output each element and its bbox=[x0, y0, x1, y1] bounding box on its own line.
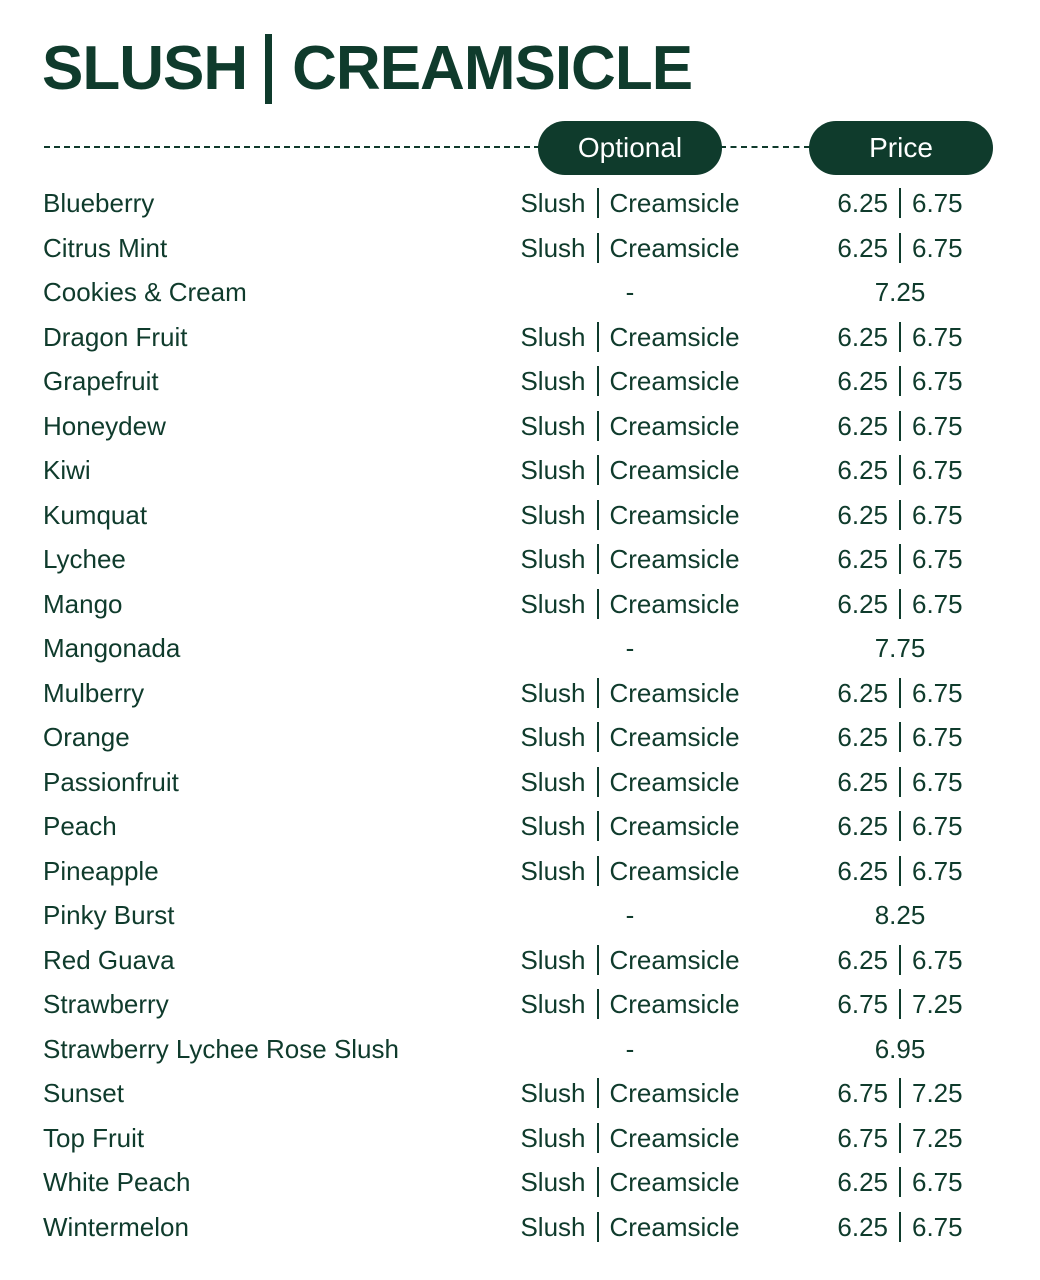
item-price bbox=[800, 849, 1000, 894]
menu-row bbox=[0, 582, 1040, 627]
item-option bbox=[480, 715, 780, 760]
item-price bbox=[800, 448, 1000, 493]
item-name: Strawberry bbox=[43, 989, 169, 1019]
price-separator bbox=[899, 233, 901, 263]
price-separator bbox=[899, 1078, 901, 1108]
price-value: 6.25 bbox=[837, 499, 888, 530]
price-value: 6.75 bbox=[912, 544, 963, 574]
menu-row bbox=[0, 226, 1040, 271]
price-separator bbox=[899, 945, 901, 975]
item-name: Honeydew bbox=[43, 410, 166, 441]
price-value: 6.75 bbox=[912, 455, 963, 485]
price-value: 6.75 bbox=[912, 188, 963, 218]
item-option bbox=[480, 537, 780, 582]
price-value: 6.25 bbox=[837, 321, 888, 352]
option-label: - bbox=[625, 277, 635, 307]
price-value: 7.25 bbox=[912, 1078, 963, 1108]
option-label: Creamsicle bbox=[609, 722, 740, 752]
item-price bbox=[800, 671, 1000, 716]
item-name: Grapefruit bbox=[43, 366, 159, 396]
price-value: 7.25 bbox=[912, 989, 963, 1019]
item-name: Mango bbox=[43, 588, 123, 619]
option-label: Slush bbox=[520, 811, 586, 841]
price-separator bbox=[899, 856, 901, 886]
price-separator bbox=[899, 544, 901, 574]
header-dashed-rule-middle bbox=[720, 146, 810, 148]
option-label: Slush bbox=[520, 455, 586, 485]
price-separator bbox=[899, 989, 901, 1019]
item-price bbox=[800, 181, 1000, 226]
title-divider bbox=[265, 34, 272, 104]
item-price bbox=[800, 760, 1000, 805]
menu-row bbox=[0, 270, 1040, 315]
option-separator bbox=[597, 1212, 599, 1242]
price-value: 6.75 bbox=[912, 366, 963, 396]
item-option bbox=[480, 315, 780, 360]
option-label: Creamsicle bbox=[609, 766, 740, 797]
item-name: Lychee bbox=[43, 544, 126, 574]
item-price bbox=[800, 493, 1000, 538]
option-separator bbox=[597, 1167, 599, 1197]
price-value: 6.25 bbox=[837, 366, 888, 396]
menu-row bbox=[0, 671, 1040, 716]
option-separator bbox=[597, 1078, 599, 1108]
price-value: 6.75 bbox=[912, 321, 963, 352]
price-value: 6.75 bbox=[912, 410, 963, 441]
menu-row bbox=[0, 537, 1040, 582]
price-value: 6.25 bbox=[837, 677, 888, 708]
price-value: 6.75 bbox=[912, 855, 963, 886]
menu-row bbox=[0, 1160, 1040, 1205]
optional-column-header: Optional bbox=[538, 121, 722, 175]
item-name: Kumquat bbox=[43, 499, 148, 530]
menu-row bbox=[0, 1071, 1040, 1116]
option-label: - bbox=[625, 633, 635, 663]
item-price bbox=[800, 359, 1000, 404]
menu-row bbox=[0, 893, 1040, 938]
option-label: Creamsicle bbox=[609, 677, 740, 708]
price-separator bbox=[899, 500, 901, 530]
item-name: Kiwi bbox=[43, 455, 91, 485]
price-value: 6.75 bbox=[912, 677, 963, 708]
item-price bbox=[800, 582, 1000, 627]
option-label: Creamsicle bbox=[609, 1122, 740, 1153]
item-price bbox=[800, 1116, 1000, 1161]
option-label: Creamsicle bbox=[609, 455, 740, 485]
option-label: Slush bbox=[520, 321, 586, 352]
option-label: Creamsicle bbox=[609, 944, 740, 975]
item-price bbox=[800, 270, 1000, 315]
item-name: Strawberry Lychee Rose Slush bbox=[43, 1033, 399, 1064]
item-name: Mulberry bbox=[43, 677, 145, 708]
item-option bbox=[480, 671, 780, 716]
item-option bbox=[480, 804, 780, 849]
option-label: Creamsicle bbox=[609, 410, 740, 441]
menu-row bbox=[0, 1116, 1040, 1161]
item-option bbox=[480, 849, 780, 894]
price-value: 6.75 bbox=[912, 944, 963, 975]
option-separator bbox=[597, 989, 599, 1019]
option-separator bbox=[597, 811, 599, 841]
price-value: 6.95 bbox=[874, 1033, 926, 1064]
price-value: 6.75 bbox=[912, 722, 963, 752]
price-separator bbox=[899, 767, 901, 797]
item-option bbox=[480, 938, 780, 983]
item-name: Pinky Burst bbox=[43, 900, 175, 930]
price-value: 6.75 bbox=[837, 1078, 888, 1108]
option-label: Creamsicle bbox=[609, 321, 740, 352]
price-value: 6.75 bbox=[912, 766, 963, 797]
header-dashed-rule-left bbox=[44, 146, 540, 148]
item-price bbox=[800, 893, 1000, 938]
item-option bbox=[480, 1116, 780, 1161]
price-value: 6.25 bbox=[837, 811, 888, 841]
price-value: 6.25 bbox=[837, 766, 888, 797]
option-label: Creamsicle bbox=[609, 1078, 740, 1108]
option-label: Creamsicle bbox=[609, 811, 740, 841]
option-label: Slush bbox=[520, 366, 586, 396]
price-value: 6.75 bbox=[912, 588, 963, 619]
item-option bbox=[480, 359, 780, 404]
item-name: Sunset bbox=[43, 1078, 124, 1108]
item-name: Peach bbox=[43, 811, 117, 841]
item-option bbox=[480, 582, 780, 627]
price-separator bbox=[899, 455, 901, 485]
option-label: Creamsicle bbox=[609, 232, 740, 263]
option-separator bbox=[597, 188, 599, 218]
menu-row bbox=[0, 404, 1040, 449]
item-option bbox=[480, 760, 780, 805]
menu-item-list bbox=[0, 181, 1040, 1249]
menu-row bbox=[0, 493, 1040, 538]
item-option bbox=[480, 404, 780, 449]
price-value: 6.75 bbox=[912, 499, 963, 530]
option-separator bbox=[597, 678, 599, 708]
price-value: 6.25 bbox=[837, 410, 888, 441]
item-name: Mangonada bbox=[43, 633, 181, 663]
option-label: Creamsicle bbox=[609, 544, 740, 574]
price-value: 6.75 bbox=[912, 811, 963, 841]
option-label: Slush bbox=[520, 766, 586, 797]
item-price bbox=[800, 1071, 1000, 1116]
price-value: 6.25 bbox=[837, 855, 888, 886]
item-price bbox=[800, 804, 1000, 849]
item-option bbox=[480, 448, 780, 493]
menu-row bbox=[0, 181, 1040, 226]
price-value: 6.25 bbox=[837, 188, 888, 218]
item-name: Top Fruit bbox=[43, 1122, 145, 1153]
option-label: Slush bbox=[520, 1167, 586, 1197]
option-separator bbox=[597, 589, 599, 619]
price-value: 7.25 bbox=[874, 277, 926, 307]
item-price bbox=[800, 982, 1000, 1027]
option-label: Creamsicle bbox=[609, 188, 740, 218]
menu-row bbox=[0, 982, 1040, 1027]
item-name: Dragon Fruit bbox=[43, 321, 188, 352]
menu-row bbox=[0, 804, 1040, 849]
menu-title-slush: SLUSH bbox=[42, 34, 248, 103]
price-separator bbox=[899, 722, 901, 752]
option-label: Slush bbox=[520, 588, 586, 619]
menu-row bbox=[0, 448, 1040, 493]
option-label: Creamsicle bbox=[609, 1211, 740, 1242]
option-separator bbox=[597, 455, 599, 485]
price-separator bbox=[899, 589, 901, 619]
price-value: 8.25 bbox=[874, 900, 926, 930]
item-option bbox=[480, 893, 780, 938]
item-option bbox=[480, 493, 780, 538]
item-name: White Peach bbox=[43, 1167, 191, 1197]
menu-row bbox=[0, 849, 1040, 894]
price-value: 6.25 bbox=[837, 944, 888, 975]
option-separator bbox=[597, 366, 599, 396]
option-label: Slush bbox=[520, 855, 586, 886]
menu-row bbox=[0, 715, 1040, 760]
option-label: Slush bbox=[520, 989, 586, 1019]
menu-title bbox=[42, 34, 692, 104]
menu-row bbox=[0, 1205, 1040, 1250]
menu-row bbox=[0, 359, 1040, 404]
item-price bbox=[800, 315, 1000, 360]
option-label: Slush bbox=[520, 410, 586, 441]
option-separator bbox=[597, 544, 599, 574]
option-separator bbox=[597, 1123, 599, 1153]
menu-row bbox=[0, 938, 1040, 983]
option-separator bbox=[597, 322, 599, 352]
item-name: Red Guava bbox=[43, 944, 175, 975]
item-option bbox=[480, 982, 780, 1027]
price-value: 6.25 bbox=[837, 232, 888, 263]
option-label: Slush bbox=[520, 677, 586, 708]
price-separator bbox=[899, 1212, 901, 1242]
option-label: Slush bbox=[520, 722, 586, 752]
menu-row bbox=[0, 626, 1040, 671]
item-price bbox=[800, 938, 1000, 983]
option-label: Creamsicle bbox=[609, 499, 740, 530]
option-separator bbox=[597, 233, 599, 263]
item-name: Cookies & Cream bbox=[43, 277, 247, 307]
price-value: 6.25 bbox=[837, 1211, 888, 1242]
price-separator bbox=[899, 1167, 901, 1197]
price-value: 7.75 bbox=[874, 633, 926, 663]
option-label: Slush bbox=[520, 188, 586, 218]
item-name: Blueberry bbox=[43, 188, 155, 218]
menu-title-creamsicle: CREAMSICLE bbox=[292, 34, 693, 103]
price-separator bbox=[899, 678, 901, 708]
price-separator bbox=[899, 366, 901, 396]
price-value: 6.75 bbox=[912, 232, 963, 263]
item-name: Wintermelon bbox=[43, 1211, 189, 1242]
price-separator bbox=[899, 811, 901, 841]
item-option bbox=[480, 1027, 780, 1072]
item-price bbox=[800, 715, 1000, 760]
option-label: Creamsicle bbox=[609, 588, 740, 619]
item-option bbox=[480, 1071, 780, 1116]
item-name: Orange bbox=[43, 722, 130, 752]
item-option bbox=[480, 270, 780, 315]
item-name: Citrus Mint bbox=[43, 232, 168, 263]
price-value: 7.25 bbox=[912, 1122, 963, 1153]
item-price bbox=[800, 626, 1000, 671]
option-label: Slush bbox=[520, 1122, 586, 1153]
item-price bbox=[800, 226, 1000, 271]
price-value: 6.25 bbox=[837, 544, 888, 574]
price-column-header: Price bbox=[809, 121, 993, 175]
option-label: - bbox=[625, 900, 635, 930]
option-separator bbox=[597, 945, 599, 975]
item-price bbox=[800, 1160, 1000, 1205]
price-value: 6.25 bbox=[837, 1167, 888, 1197]
option-label: Slush bbox=[520, 944, 586, 975]
option-separator bbox=[597, 767, 599, 797]
menu-row bbox=[0, 315, 1040, 360]
option-label: Creamsicle bbox=[609, 855, 740, 886]
price-value: 6.75 bbox=[912, 1211, 963, 1242]
price-value: 6.25 bbox=[837, 455, 888, 485]
price-separator bbox=[899, 411, 901, 441]
item-option bbox=[480, 1160, 780, 1205]
item-price bbox=[800, 1027, 1000, 1072]
price-value: 6.75 bbox=[837, 1122, 888, 1153]
option-label: Slush bbox=[520, 1211, 586, 1242]
option-label: Creamsicle bbox=[609, 989, 740, 1019]
menu-row bbox=[0, 760, 1040, 805]
option-separator bbox=[597, 411, 599, 441]
item-name: Passionfruit bbox=[43, 766, 179, 797]
item-price bbox=[800, 404, 1000, 449]
price-separator bbox=[899, 1123, 901, 1153]
option-separator bbox=[597, 500, 599, 530]
item-option bbox=[480, 1205, 780, 1250]
price-value: 6.75 bbox=[837, 989, 888, 1019]
option-label: Slush bbox=[520, 232, 586, 263]
option-label: Slush bbox=[520, 499, 586, 530]
price-separator bbox=[899, 322, 901, 352]
price-value: 6.25 bbox=[837, 722, 888, 752]
price-separator bbox=[899, 188, 901, 218]
item-option bbox=[480, 181, 780, 226]
menu-row bbox=[0, 1027, 1040, 1072]
option-label: - bbox=[625, 1033, 635, 1064]
option-label: Creamsicle bbox=[609, 1167, 740, 1197]
item-option bbox=[480, 626, 780, 671]
price-value: 6.25 bbox=[837, 588, 888, 619]
option-label: Slush bbox=[520, 544, 586, 574]
item-price bbox=[800, 537, 1000, 582]
item-option bbox=[480, 226, 780, 271]
option-label: Slush bbox=[520, 1078, 586, 1108]
option-separator bbox=[597, 722, 599, 752]
price-value: 6.75 bbox=[912, 1167, 963, 1197]
option-separator bbox=[597, 856, 599, 886]
option-label: Creamsicle bbox=[609, 366, 740, 396]
item-name: Pineapple bbox=[43, 855, 159, 886]
item-price bbox=[800, 1205, 1000, 1250]
